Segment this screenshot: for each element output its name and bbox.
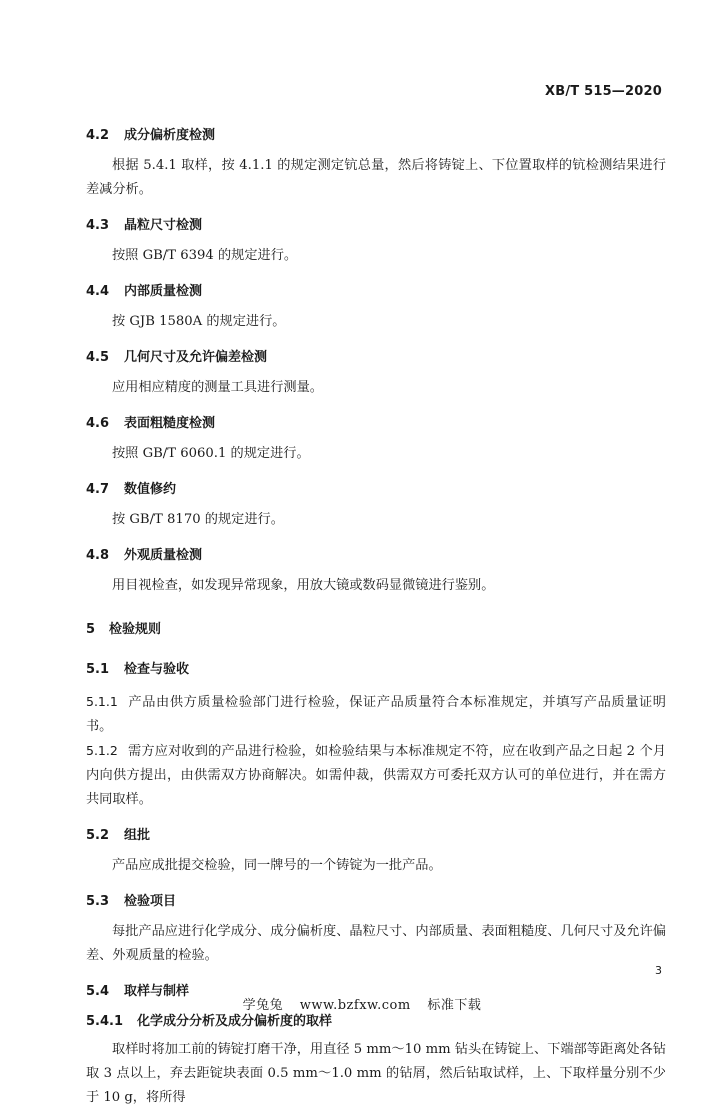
clause bbox=[86, 739, 666, 812]
section-body: 按照 GB/T 6060.1 的规定进行。 bbox=[112, 446, 310, 461]
section-heading bbox=[86, 546, 666, 566]
section-number: 4.2 bbox=[86, 128, 110, 143]
section-heading bbox=[86, 126, 666, 146]
section-heading bbox=[86, 660, 666, 680]
section-body: 按 GJB 1580A 的规定进行。 bbox=[112, 314, 286, 329]
page-content bbox=[86, 126, 666, 1110]
clause-text: 需方应对收到的产品进行检验，如检验结果与本标准规定不符，应在收到产品之日起 2 个月内向供方提出，由供需双方协商解决。如需仲裁，供需双方可委托双方认可的单位进行，并在需方共同取样。 bbox=[86, 744, 666, 807]
section-number: 4.8 bbox=[86, 548, 110, 563]
section-heading bbox=[86, 282, 666, 302]
section-heading bbox=[86, 892, 666, 912]
section-title: 表面粗糙度检测 bbox=[124, 416, 216, 431]
section-number: 5.2 bbox=[86, 828, 110, 843]
section-body: 产品应成批提交检验，同一牌号的一个铸锭为一批产品。 bbox=[112, 858, 442, 873]
section-title: 数值修约 bbox=[124, 482, 177, 497]
chapter-number: 5 bbox=[86, 622, 96, 637]
section-title: 取样与制样 bbox=[124, 984, 190, 999]
section-body: 应用相应精度的测量工具进行测量。 bbox=[112, 380, 323, 395]
clause-number: 5.1.2 bbox=[86, 743, 118, 758]
section-number: 5.4 bbox=[86, 984, 110, 999]
section-number: 4.6 bbox=[86, 416, 110, 431]
site-slogan: 标准下载 bbox=[427, 998, 482, 1013]
chapter-heading bbox=[86, 620, 666, 640]
section-title: 成分偏析度检测 bbox=[124, 128, 216, 143]
section-number: 4.4 bbox=[86, 284, 110, 299]
clause-text: 产品由供方质量检验部门进行检验，保证产品质量符合本标准规定，并填写产品质量证明书。 bbox=[86, 695, 666, 734]
section-title: 内部质量检测 bbox=[124, 284, 203, 299]
section-body: 按 GB/T 8170 的规定进行。 bbox=[112, 512, 284, 527]
section-title: 晶粒尺寸检测 bbox=[124, 218, 203, 233]
section-heading bbox=[86, 414, 666, 434]
section-heading bbox=[86, 826, 666, 846]
section-title: 组批 bbox=[124, 828, 151, 843]
section-number: 4.7 bbox=[86, 482, 110, 497]
section-title: 几何尺寸及允许偏差检测 bbox=[124, 350, 268, 365]
subsection-heading bbox=[86, 1012, 666, 1032]
section-body: 按照 GB/T 6394 的规定进行。 bbox=[112, 248, 298, 263]
page-number: 3 bbox=[655, 964, 662, 977]
section-title: 检验项目 bbox=[124, 894, 177, 909]
section-title: 外观质量检测 bbox=[124, 548, 203, 563]
site-url: www.bzfxw.com bbox=[299, 998, 411, 1013]
section-body: 用目视检查，如发现异常现象，用放大镜或数码显微镜进行鉴别。 bbox=[112, 578, 495, 593]
standard-code: XB/T 515—2020 bbox=[545, 84, 662, 99]
section-heading bbox=[86, 348, 666, 368]
section-heading bbox=[86, 216, 666, 236]
section-number: 4.3 bbox=[86, 218, 110, 233]
section-heading bbox=[86, 480, 666, 500]
watermark-footer bbox=[0, 994, 724, 1013]
chapter-title: 检验规则 bbox=[109, 622, 162, 637]
clause bbox=[86, 690, 666, 739]
section-number: 5.1 bbox=[86, 662, 110, 677]
section-body: 取样时将加工前的铸锭打磨干净，用直径 5 mm～10 mm 钻头在铸锭上、下端部等距离处各钻取 3 点以上，弃去距锭块表面 0.5 mm～1.0 mm 的钻屑，然后钻取试样，上、下取样量分别不少于 10 g，将所得 bbox=[86, 1042, 666, 1105]
section-number: 4.5 bbox=[86, 350, 110, 365]
section-number: 5.3 bbox=[86, 894, 110, 909]
section-body: 根据 5.4.1 取样，按 4.1.1 的规定测定钪总量，然后将铸锭上、下位置取样的钪检测结果进行差减分析。 bbox=[86, 158, 666, 197]
clause-number: 5.1.1 bbox=[86, 694, 118, 709]
subsection-number: 5.4.1 bbox=[86, 1014, 124, 1029]
site-name: 学兔兔 bbox=[242, 998, 284, 1013]
section-title: 检查与验收 bbox=[124, 662, 190, 677]
section-body: 每批产品应进行化学成分、成分偏析度、晶粒尺寸、内部质量、表面粗糙度、几何尺寸及允许偏差、外观质量的检验。 bbox=[86, 924, 666, 963]
subsection-title: 化学成分分析及成分偏析度的取样 bbox=[137, 1014, 333, 1029]
